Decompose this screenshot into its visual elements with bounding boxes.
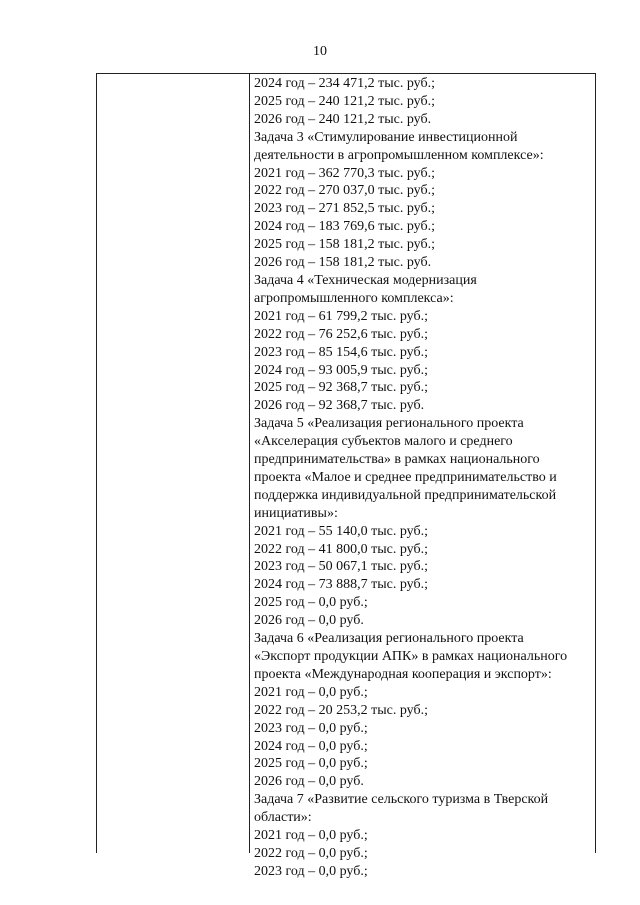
text-line: 2022 год – 270 037,0 тыс. руб.; <box>254 183 435 199</box>
text-line: 2022 год – 41 800,0 тыс. руб.; <box>254 541 428 557</box>
text-line: 2026 год – 0,0 руб. <box>254 613 364 629</box>
text-line: 2021 год – 55 140,0 тыс. руб.; <box>254 523 428 539</box>
text-line: 2025 год – 0,0 руб.; <box>254 595 368 611</box>
text-line: 2025 год – 240 121,2 тыс. руб.; <box>254 93 435 109</box>
text-line: 2023 год – 85 154,6 тыс. руб.; <box>254 344 428 360</box>
text-line: 2025 год – 158 181,2 тыс. руб.; <box>254 237 435 253</box>
text-line: 2021 год – 61 799,2 тыс. руб.; <box>254 308 428 324</box>
text-line: 2023 год – 50 067,1 тыс. руб.; <box>254 559 428 575</box>
text-line: области»: <box>254 810 312 826</box>
text-line: 2026 год – 158 181,2 тыс. руб. <box>254 255 432 271</box>
text-line: 2026 год – 240 121,2 тыс. руб. <box>254 111 432 127</box>
text-line: 2023 год – 0,0 руб.; <box>254 863 368 879</box>
text-line: Задача 3 «Стимулирование инвестиционной <box>254 129 518 145</box>
text-line: 2026 год – 0,0 руб. <box>254 774 364 790</box>
text-line: Задача 7 «Развитие сельского туризма в Тверской <box>254 792 549 808</box>
text-line: 2026 год – 92 368,7 тыс. руб. <box>254 398 425 414</box>
text-line: «Акселерация субъектов малого и среднего <box>254 434 513 450</box>
text-line: 2024 год – 234 471,2 тыс. руб.; <box>254 76 435 91</box>
text-line: 2022 год – 76 252,6 тыс. руб.; <box>254 326 428 342</box>
text-line: агропромышленного комплекса»: <box>254 290 454 306</box>
page-number: 10 <box>313 44 327 59</box>
text-line: 2024 год – 0,0 руб.; <box>254 738 368 754</box>
text-line: поддержка индивидуальной предпринимательской <box>254 487 557 503</box>
text-line: 2024 год – 183 769,6 тыс. руб.; <box>254 219 435 235</box>
text-line: 2024 год – 93 005,9 тыс. руб.; <box>254 362 428 378</box>
text-line: Задача 4 «Техническая модернизация <box>254 272 477 288</box>
document-table <box>96 73 596 879</box>
text-line: проекта «Малое и среднее предпринимательство и <box>254 469 557 485</box>
text-line: предпринимательства» в рамках национального <box>254 452 540 468</box>
text-line: 2021 год – 362 770,3 тыс. руб.; <box>254 165 435 181</box>
text-line: проекта «Международная кооперация и экспорт»: <box>254 666 552 682</box>
text-line: Задача 5 «Реализация регионального проекта <box>254 416 524 432</box>
text-line: «Экспорт продукции АПК» в рамках национального <box>254 649 568 664</box>
text-line: инициативы»: <box>254 505 338 521</box>
text-line: 2021 год – 0,0 руб.; <box>254 828 368 844</box>
text-line: 2022 год – 20 253,2 тыс. руб.; <box>254 702 428 718</box>
text-line: 2023 год – 271 852,5 тыс. руб.; <box>254 201 435 217</box>
text-line: 2023 год – 0,0 руб.; <box>254 720 368 736</box>
table-right-cell <box>254 75 591 881</box>
text-line: деятельности в агропромышленном комплексе»: <box>254 147 544 163</box>
text-line: 2025 год – 0,0 руб.; <box>254 756 368 772</box>
table-left-cell <box>97 74 250 853</box>
text-line: 2022 год – 0,0 руб.; <box>254 845 368 861</box>
text-line: Задача 6 «Реализация регионального проекта <box>254 631 524 647</box>
text-line: 2025 год – 92 368,7 тыс. руб.; <box>254 380 428 396</box>
text-line: 2024 год – 73 888,7 тыс. руб.; <box>254 577 428 593</box>
text-line: 2021 год – 0,0 руб.; <box>254 684 368 700</box>
